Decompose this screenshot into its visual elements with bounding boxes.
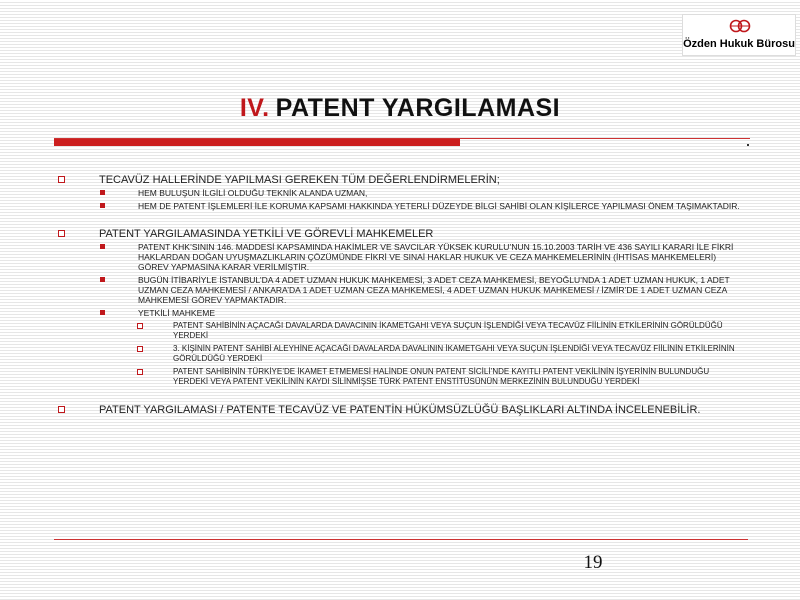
bullet-level2: HEM DE PATENT İŞLEMLERİ İLE KORUMA KAPSAMI HAKKINDA YETERLİ DÜZEYDE BİLGİ SAHİBİ OLAN KİŞİLERCE YAPILMASI ÖNEM TAŞIMAKTADIR. (56, 201, 746, 211)
bullet-level2: HEM BULUŞUN İLGİLİ OLDUĞU TEKNİK ALANDA UZMAN, (56, 188, 746, 198)
firm-name: Özden Hukuk Bürosu (683, 38, 795, 50)
slide-content (56, 174, 746, 418)
bullet-level3: 3. KİŞİNİN PATENT SAHİBİ ALEYHİNE AÇACAĞI DAVALARDA DAVALININ İKAMETGAHI VEYA SUÇUN İŞLENDİĞİ VEYA TECAVÜZ FİİLİNİN ETKİLERİNİN GÖRÜLDÜĞÜ YERDEKİ (56, 344, 746, 364)
title-text: PATENT YARGILAMASI (275, 94, 561, 122)
bullet-level3: PATENT SAHİBİNİN TÜRKİYE’DE İKAMET ETMEMESİ HALİNDE ONUN PATENT SİCİLİ’NDE KAYITLI PATENT VEKİLİNİN İŞYERİNİN BULUNDUĞU YERDEKİ VEYA PATENT VEKİLİNİN KAYDI SİLİNMİŞSE TÜRK PATENT ENSTİTÜSÜNÜN MERKEZİNİN BULUNDUĞU YERDEKİ (56, 367, 746, 387)
footer-divider (54, 539, 748, 540)
page-title (0, 94, 800, 123)
hollow-small-square-bullet-icon (137, 369, 143, 375)
section-number: IV. (239, 94, 270, 122)
hollow-small-square-bullet-icon (137, 323, 143, 329)
filled-square-bullet-icon (100, 203, 105, 208)
filled-square-bullet-icon (100, 244, 105, 249)
hollow-small-square-bullet-icon (137, 346, 143, 352)
filled-square-bullet-icon (100, 310, 105, 315)
decorative-dot (747, 144, 749, 146)
double-ring-logo-icon (729, 17, 751, 35)
bullet-level3: PATENT SAHİBİNİN AÇACAĞI DAVALARDA DAVACININ İKAMETGAHI VEYA SUÇUN İŞLENDİĞİ VEYA TECAVÜZ FİİLİNİN ETKİLERİNİN GÖRÜLDÜĞÜ YERDEKİ (56, 321, 746, 341)
filled-square-bullet-icon (100, 277, 105, 282)
bullet-level2: BUGÜN İTİBARİYLE İSTANBUL’DA 4 ADET UZMAN HUKUK MAHKEMESİ, 3 ADET CEZA MAHKEMESİ, BEYOĞLU’NDA 1 ADET UZMAN HUKUK, 1 ADET UZMAN CEZA MAHKEMESİ / ANKARA’DA 1 ADET UZMAN CEZA MAHKEMESİ, 4 ADET UZMAN HUKUK MAHKEMESİ / İZMİR’DE 1 ADET UZMAN CEZA MAHKEMESİ GÖREV YAPMAKTADIR. (56, 275, 746, 305)
page-number: 19 (583, 552, 603, 573)
filled-square-bullet-icon (100, 190, 105, 195)
bullet-level2: YETKİLİ MAHKEME (56, 308, 746, 318)
hollow-square-bullet-icon (58, 230, 65, 237)
bullet-level1: PATENT YARGILAMASI / PATENTE TECAVÜZ VE PATENTİN HÜKÜMSÜZLÜĞÜ BAŞLIKLARI ALTINDA İNCELENEBİLİR. (56, 404, 746, 416)
hollow-square-bullet-icon (58, 406, 65, 413)
firm-logo (682, 14, 796, 56)
hollow-square-bullet-icon (58, 176, 65, 183)
bullet-level1: TECAVÜZ HALLERİNDE YAPILMASI GEREKEN TÜM DEĞERLENDİRMELERİN; (56, 174, 746, 186)
title-accent-bar (54, 139, 460, 146)
bullet-level1: PATENT YARGILAMASINDA YETKİLİ VE GÖREVLİ MAHKEMELER (56, 228, 746, 240)
bullet-level2: PATENT KHK’SININ 146. MADDESİ KAPSAMINDA HAKİMLER VE SAVCILAR YÜKSEK KURULU’NUN 15.10.2003 TARİH VE 436 SAYILI KARARI İLE FİKRİ HAKLARDAN DOĞAN UYUŞMAZLIKLARIN ÇÖZÜMÜNDE FİKRİ VE SINAİ HAKLAR HUKUK VE CEZA MAHKEMELERİNİN (İHTİSAS MAHKEMELERİ) GÖREV YAPMASINA KARAR VERİLMİŞTİR. (56, 242, 746, 272)
